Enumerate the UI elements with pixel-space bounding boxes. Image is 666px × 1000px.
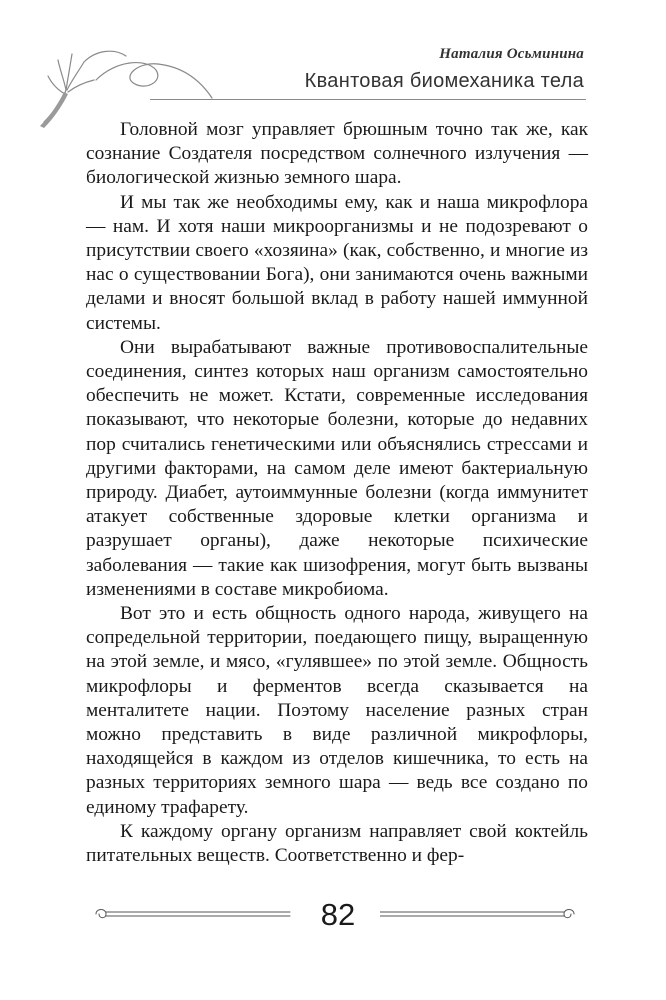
body-text [86, 118, 588, 868]
paragraph: Головной мозг управляет брюшным точно так же, как сознание Создателя посредством солнечного излучения — биологической жизнью земного шара. [86, 119, 588, 189]
footer-ornament-right-icon [380, 904, 584, 924]
paragraph: И мы так же необходимы ему, как и наша микрофлора — нам. И хотя наши микроорганизмы и не подозревают о присутствии своего «хозяина» (как, собственно, и многие из нас о существовании Бога), они занимаются очень важными делами и вносят большой вклад в работу нашей иммунной системы. [86, 191, 588, 334]
header-book-title: Квантовая биомеханика тела [304, 70, 584, 92]
page-number: 82 [320, 897, 356, 932]
paragraph: К каждому органу организм направляет свой коктейль питательных веществ. Соответственно и фер- [86, 820, 588, 867]
paragraph: Они вырабатывают важные противовоспалительные соединения, синтез которых наш организм самостоятельно обеспечить не может. Кстати, современные исследования показывают, что некоторые болезни, которые до недавних пор считались генетическими или объяснялись стрессами и другими факторами, на самом деле имеют бактериальную природу. Диабет, аутоиммунные болезни (когда иммунитет атакует собственные здоровые клетки организма и разрушает органы), даже некоторые психические заболевания — такие как шизофрения, могут быть вызваны изменениями в составе микробиома. [86, 336, 588, 600]
hand-ornament-icon [36, 40, 216, 130]
paragraph: Вот это и есть общность одного народа, живущего на сопредельной территории, поедающего пищу, выращенную на этой земле, и мясо, «гулявшее» по этой земле. Общность микрофлоры и ферментов всегда сказывается на менталитете нации. Поэтому население разных стран можно представить в виде различной микрофлоры, находящейся в каждом из отделов кишечника, то есть на разных территориях земного шара — ведь все создано по единому трафарету. [86, 603, 588, 818]
header-rule [150, 99, 586, 100]
footer-ornament-left-icon [86, 904, 296, 924]
header-author: Наталия Осьминина [439, 46, 584, 62]
